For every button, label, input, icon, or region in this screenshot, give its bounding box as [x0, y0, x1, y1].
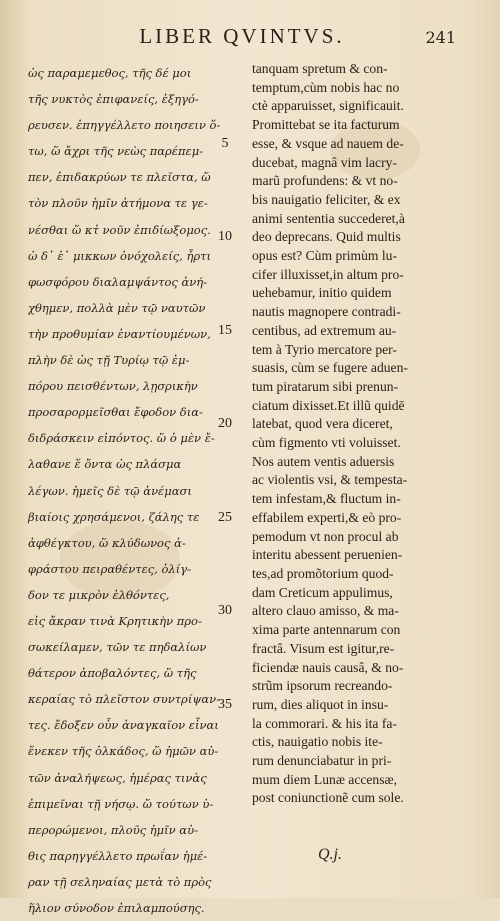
- latin-text-line: tum piratarum sibi prenun-: [252, 378, 399, 394]
- greek-text-line: φωσφόρου διαλαμψάντος ἀνή-: [28, 274, 208, 289]
- line-number: 30: [218, 603, 232, 619]
- greek-text-line: χθημεν, πολλὰ μὲν τῷ ναυτῶν: [28, 300, 206, 315]
- latin-text-line: bis nauigatio feliciter, & ex: [252, 191, 401, 207]
- latin-text-line: Promittebat se ita facturum: [252, 117, 400, 133]
- greek-text-line: σωκείλαμεν, τῶν τε πηδαλίων: [28, 640, 207, 655]
- greek-text-line: τὸν πλοῦν ἡμῖν ἀτήμονα τε γε-: [28, 196, 208, 211]
- latin-text-line: tem à Tyrio mercatore per-: [252, 341, 397, 357]
- greek-text-line: τω, ὥ ἄχρι τῆς νεὼς παρέπεμ-: [28, 144, 204, 159]
- line-number: 5: [221, 135, 229, 151]
- latin-text-line: la commorari. & his ita fa-: [252, 715, 397, 731]
- greek-text-line: τῶν ἀναλήψεως, ἡμέρας τινὰς: [28, 770, 207, 785]
- latin-text-column: [252, 60, 482, 808]
- greek-text-line: προσαρορμεῖσθαι ἔφοδον δια-: [28, 405, 203, 420]
- greek-text-line: διδράσκειν εἰπόντος. ὥ ὁ μὲν ἔ-: [28, 431, 215, 446]
- latin-text-line: marũ profundens: & vt no-: [252, 173, 398, 189]
- greek-text-line: πόρου πεισθέντων, λῃσρικὴν: [28, 379, 198, 394]
- latin-text-line: ficiendæ nauis causâ, & no-: [252, 659, 404, 675]
- latin-text-line: xima parte antennarum con: [252, 622, 401, 638]
- latin-text-line: ducebat, magnâ vim lacry-: [252, 154, 397, 170]
- greek-text-line: λαθανε ἕ ὄντα ὡς πλάσμα: [28, 457, 182, 472]
- latin-text-line: nautis magnopere contradi-: [252, 304, 401, 320]
- line-number: 35: [218, 696, 232, 712]
- latin-text-line: cifer illuxisset,in altum pro-: [252, 266, 404, 282]
- latin-text-line: tes,ad promõtorium quod-: [252, 565, 394, 581]
- latin-text-line: ac violentis vsi, & tempesta-: [252, 472, 408, 488]
- greek-text-line: ἕνεκεν τῆς ὁλκάδος, ὥ ἡμῶν αὐ-: [28, 744, 219, 759]
- greek-text-line: περορώμενοι, πλοῦς ἡμῖν αὐ-: [28, 822, 198, 837]
- line-number: 25: [218, 509, 232, 525]
- latin-text-line: tem infestam,& fluctum in-: [252, 491, 401, 507]
- running-head: LIBER QVINTVS.: [139, 24, 345, 48]
- signature-mark: Q.j.: [318, 846, 342, 863]
- greek-text-line: ἥλιον σύνοδον ἐπιλαμπούσης.: [28, 901, 205, 915]
- latin-text-line: interitu abessent peruenien-: [252, 547, 403, 563]
- latin-text-line: fractâ. Visum est igitur,re-: [252, 640, 395, 656]
- latin-text-line: ctè apparuisset, significauit.: [252, 98, 404, 114]
- latin-text-line: tanquam spretum & con-: [252, 61, 388, 76]
- greek-text-line: ραν τῇ σεληναίας μετὰ τὸ πρὸς: [28, 874, 212, 889]
- latin-text-line: opus est? Cùm primùm lu-: [252, 248, 397, 264]
- greek-text-line: θις παρηγγέλλετο πρωΐαν ἡμέ-: [28, 848, 208, 863]
- greek-text-line: δον τε μικρὸν ἐλθόντες,: [28, 587, 170, 602]
- latin-text-line: Nos autem ventis aduersis: [252, 453, 395, 469]
- greek-text-line: πεν, ἐπιδακρύων τε πλεῖστα, ὥ: [28, 170, 211, 185]
- latin-text-line: strũm ipsorum recreando-: [252, 678, 393, 694]
- latin-text-line: temptum,cùm nobis hac no: [252, 79, 400, 95]
- latin-text-line: dam Creticum appulimus,: [252, 584, 393, 600]
- greek-text-line: ἐπιμεῖναι τῇ νήσῳ. ὥ τούτων ὑ-: [28, 796, 214, 811]
- greek-text-column: [28, 60, 233, 921]
- latin-text-line: effabilem experti,& eò pro-: [252, 509, 402, 525]
- latin-text-line: mum diem Lunæ accensæ,: [252, 771, 397, 787]
- greek-text-line: βιαίοις χρησάμενοι, ζάλης τε: [28, 509, 200, 524]
- page-header: [0, 24, 500, 54]
- greek-text-line: νέσθαι ὥ κτ̓ νοῦν ἐπιδίωξομος.: [28, 222, 211, 237]
- latin-text-line: uehebamur, initio quidem: [252, 285, 392, 301]
- line-number: 20: [218, 416, 232, 432]
- greek-text-line: θάτερον ἀποβαλόντες, ὥ τῆς: [28, 666, 197, 681]
- latin-text-line: rum, dies aliquot in insu-: [252, 696, 389, 712]
- latin-text-line: centibus, ad extremum au-: [252, 322, 397, 338]
- latin-text-line: post coniunctionẽ cum sole.: [252, 790, 404, 806]
- latin-text-line: rum denunciabatur in pri-: [252, 753, 392, 769]
- page-number: 241: [425, 28, 456, 47]
- latin-text-line: animi sententia succederet,à: [252, 210, 405, 226]
- latin-text-line: ctis, nauigatio nobis ite-: [252, 734, 383, 750]
- line-number: 10: [218, 229, 232, 245]
- greek-text-line: τῆς νυκτὸς ἐπιφανείς, ἐξηγό-: [28, 92, 199, 107]
- latin-text-line: pemodum vt non procul ab: [252, 528, 399, 544]
- greek-text-line: ὡ δ᾽ ἑ᾽ μικκων ὀνόχολείς, ἦρτι: [28, 248, 212, 263]
- greek-text-line: ὡς παραμεμεθος, τῆς δέ μοι: [28, 66, 192, 80]
- greek-text-line: τὴν προθυμίαν ἐναντίουμένων,: [28, 326, 211, 341]
- latin-text-line: altero clauo amisso, & ma-: [252, 603, 399, 619]
- greek-text-line: πλὴν δὲ ὡς τῇ Τυρίῳ τῷ ἐμ-: [28, 353, 190, 368]
- line-number: 15: [218, 322, 232, 338]
- greek-text-line: λέγων. ἡμεῖς δὲ τῷ ἀνέμασι: [28, 483, 192, 498]
- latin-text-line: ciatum dixisset.Et illũ quidē: [252, 397, 405, 413]
- latin-text-line: cùm figmento vti voluisset.: [252, 435, 401, 451]
- greek-text-line: φράστου πειραθέντες, ὀλίγ-: [28, 561, 191, 576]
- greek-text-line: ἀφθέγκτου, ὥ κλύδωνος ἀ-: [28, 535, 186, 550]
- latin-text-line: suasis, cùm se fugere aduen-: [252, 360, 408, 376]
- greek-text-line: τες. ἔδοξεν οὖν ἀναγκαῖον εἶναι: [28, 718, 219, 733]
- greek-text-line: εἰς ἄκραν τινὰ Κρητικὴν προ-: [28, 613, 202, 628]
- latin-text-line: deo deprecans. Quid multis: [252, 229, 401, 245]
- greek-text-line: κεραίας τὸ πλεῖστον συντρίψαν-: [28, 692, 220, 707]
- latin-text-line: latebat, quod vera diceret,: [252, 416, 393, 432]
- greek-text-line: ρευσεν. ἐπηγγέλλετο ποιησειν ὅ-: [28, 118, 221, 133]
- latin-text-line: esse, & vsque ad nauem de-: [252, 135, 404, 151]
